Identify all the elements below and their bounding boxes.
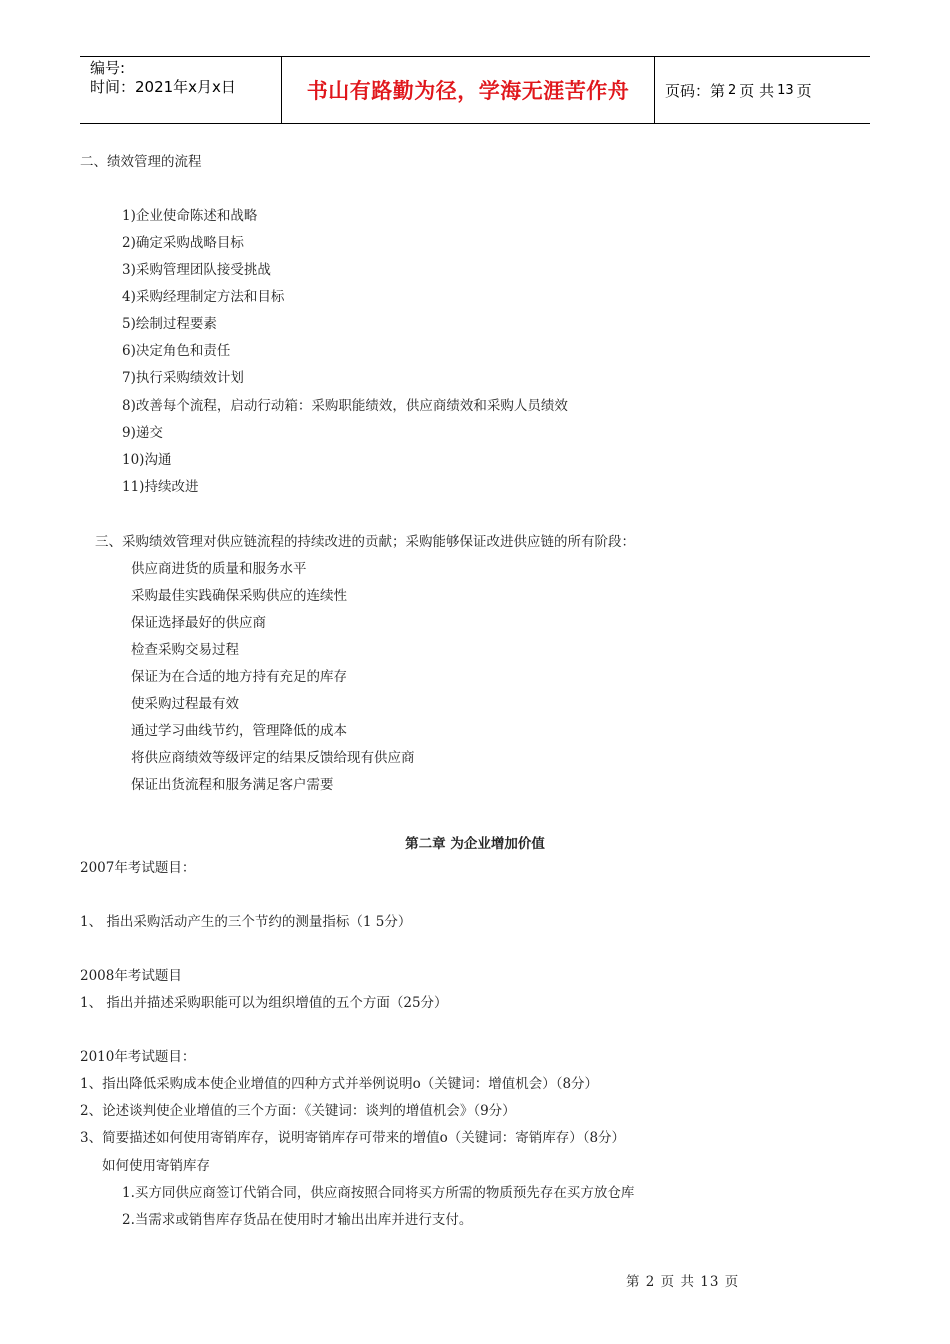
list-item: 保证出货流程和服务满足客户需要: [131, 777, 334, 793]
page-current: 2: [728, 82, 737, 98]
list-item: 1)企业使命陈述和战略: [122, 208, 258, 224]
exam-year-heading: 2007年考试题目：: [80, 860, 196, 876]
header-meta: [80, 57, 281, 123]
exam-year-heading: 2010年考试题目：: [80, 1049, 196, 1065]
answer-subheading: 如何使用寄销库存: [102, 1158, 210, 1174]
page-mid: 页 共: [739, 81, 775, 100]
exam-question: 1、指出降低采购成本使企业增值的四种方式并举例说明o（关键词：增值机会）（8分）: [80, 1076, 599, 1092]
list-item: 采购最佳实践确保采购供应的连续性: [131, 588, 347, 604]
page-header: [80, 56, 870, 124]
exam-question: 3、简要描述如何使用寄销库存，说明寄销库存可带来的增值o（关键词：寄销库存）（8分）: [80, 1130, 626, 1146]
list-item: 通过学习曲线节约，管理降低的成本: [131, 723, 347, 739]
page-total: 13: [777, 82, 794, 98]
exam-question: 1、 指出采购活动产生的三个节约的测量指标（1 5分）: [80, 914, 412, 930]
document-number-label: 编号:: [90, 59, 126, 77]
section-heading: 二、绩效管理的流程: [80, 154, 202, 170]
document-time-label: 时间：2021年x月x日: [90, 78, 236, 96]
list-item: 10)沟通: [122, 452, 172, 468]
header-page-indicator: [655, 57, 870, 123]
exam-question: 2、论述谈判使企业增值的三个方面：《关键词：谈判的增值机会》（9分）: [80, 1103, 516, 1119]
list-item: 供应商进货的质量和服务水平: [131, 561, 307, 577]
answer-item: 1.买方同供应商签订代销合同，供应商按照合同将买方所需的物质预先存在买方放仓库: [122, 1185, 635, 1201]
page-prefix: 页码：第: [665, 81, 726, 100]
list-item: 2)确定采购战略目标: [122, 235, 244, 251]
list-item: 6)决定角色和责任: [122, 343, 231, 359]
chapter-title: 第二章 为企业增加价值: [405, 836, 545, 852]
list-item: 9)递交: [122, 425, 163, 441]
list-item: 5)绘制过程要素: [122, 316, 217, 332]
header-motto: 书山有路勤为径，学海无涯苦作舟: [281, 57, 655, 123]
page-suffix: 页: [796, 81, 812, 100]
exam-question: 1、 指出并描述采购职能可以为组织增值的五个方面（25分）: [80, 995, 448, 1011]
list-item: 将供应商绩效等级评定的结果反馈给现有供应商: [131, 750, 415, 766]
list-item: 4)采购经理制定方法和目标: [122, 289, 285, 305]
list-item: 检查采购交易过程: [131, 642, 239, 658]
list-item: 11)持续改进: [122, 479, 199, 495]
list-item: 7)执行采购绩效计划: [122, 370, 244, 386]
page-footer: 第 2 页 共 13 页: [626, 1274, 740, 1290]
list-item: 使采购过程最有效: [131, 696, 239, 712]
list-item: 8)改善每个流程，启动行动箱：采购职能绩效，供应商绩效和采购人员绩效: [122, 398, 568, 414]
answer-item: 2.当需求或销售库存货品在使用时才输出出库并进行支付。: [122, 1212, 473, 1228]
section-heading: 三、采购绩效管理对供应链流程的持续改进的贡献；采购能够保证改进供应链的所有阶段：: [95, 534, 635, 550]
list-item: 保证选择最好的供应商: [131, 615, 266, 631]
list-item: 保证为在合适的地方持有充足的库存: [131, 669, 347, 685]
exam-year-heading: 2008年考试题目: [80, 968, 182, 984]
list-item: 3)采购管理团队接受挑战: [122, 262, 271, 278]
